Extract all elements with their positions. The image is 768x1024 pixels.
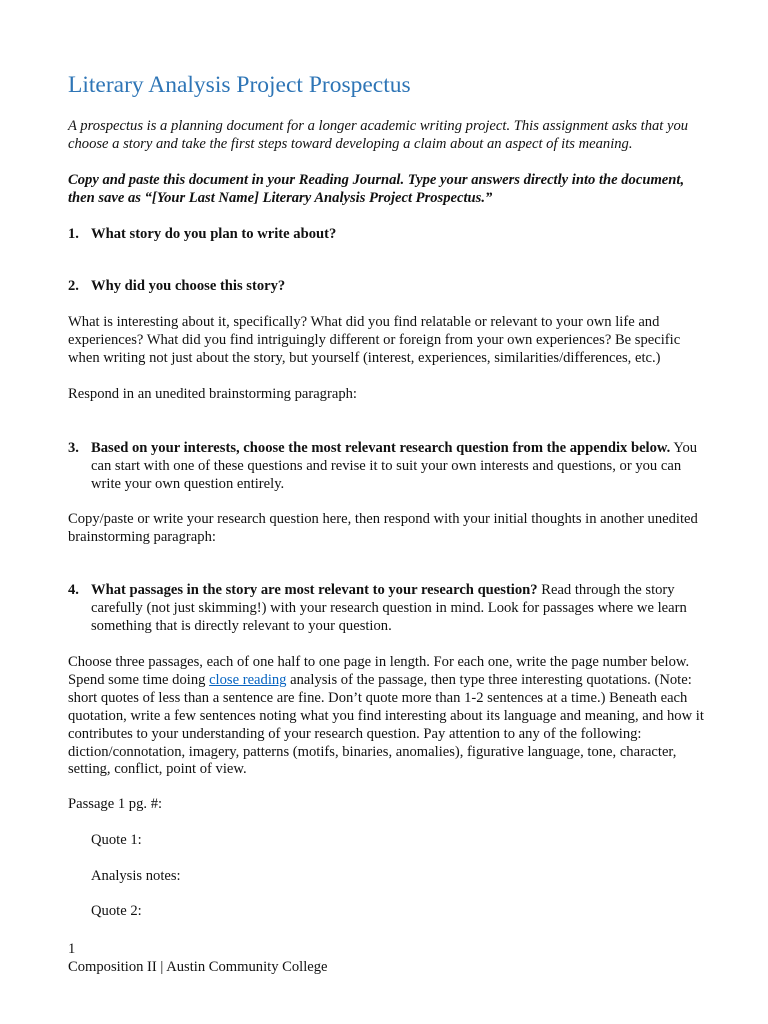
question-3-heading: Based on your interests, choose the most relevant research question from the appendix below. bbox=[91, 440, 671, 456]
question-1 bbox=[68, 226, 708, 244]
question-2-text: Why did you choose this story? bbox=[91, 278, 286, 294]
question-2-number: 2. bbox=[68, 278, 79, 294]
question-2-respond-prompt: Respond in an unedited brainstorming paragraph: bbox=[68, 386, 357, 402]
quote-1-label: Quote 1: bbox=[91, 832, 142, 848]
question-1-text: What story do you plan to write about? bbox=[91, 226, 337, 242]
analysis-notes-label: Analysis notes: bbox=[91, 868, 181, 884]
question-1-number: 1. bbox=[68, 226, 79, 242]
question-3-text: You can start with one of these questions and revise it to suit your own interests and questions, or you can write your own question entirely. bbox=[91, 440, 698, 492]
page-title: Literary Analysis Project Prospectus bbox=[68, 72, 411, 98]
passage-1-label: Passage 1 pg. #: bbox=[68, 796, 163, 812]
question-3-number: 3. bbox=[68, 440, 79, 456]
question-4-text: Read through the story carefully (not just skimming!) with your research question in mind. Look for passages where we learn something that is directly relevant to your question. bbox=[91, 582, 687, 634]
question-3-respond-prompt: Copy/paste or write your research question here, then respond with your initial thoughts in another unedited brainstorming paragraph: bbox=[68, 511, 698, 545]
question-4 bbox=[68, 582, 708, 636]
question-4-heading: What passages in the story are most relevant to your research question? bbox=[91, 582, 538, 598]
footer-text: Composition II | Austin Community College bbox=[68, 959, 328, 975]
question-4-detail bbox=[68, 654, 708, 779]
question-4-detail-before: Choose three passages, each of one half to one page in length. For each one, write the page number below. Spend some time doing bbox=[68, 654, 690, 688]
question-4-detail-after: analysis of the passage, then type three interesting quotations. (Note: short quotes of less than a sentence are fine. Don’t quote more than 1-2 sentences at a time.) Beneath each quotation, write a few sentences noting what you find interesting about its language and meaning, and how it contributes to your understanding of your research question. Pay attention to any of the following: diction/connotation, imagery, patterns (motifs, binaries, anomalies), figurative language, tone, character, setting, conflict, point of view. bbox=[68, 671, 704, 778]
footer-page-number: 1 bbox=[68, 941, 76, 957]
question-2-detail: What is interesting about it, specifically? What did you find relatable or relevant to your own life and experiences? What did you find intriguingly different or foreign from your own experiences? Be specific when writing not just about the story, but yourself (interest, experiences, similarities/differences, etc.) bbox=[68, 314, 681, 366]
question-4-body bbox=[91, 582, 708, 636]
question-2 bbox=[68, 278, 708, 296]
close-reading-link[interactable]: close reading bbox=[209, 671, 287, 688]
question-3 bbox=[68, 440, 708, 494]
intro-paragraph: A prospectus is a planning document for a longer academic writing project. This assignment asks that you choose a story and take the first steps toward developing a claim about an aspect of its meaning. bbox=[68, 118, 689, 152]
instructions-paragraph: Copy and paste this document in your Reading Journal. Type your answers directly into the document, then save as “[Your Last Name] Literary Analysis Project Prospectus.” bbox=[68, 172, 685, 206]
question-3-body bbox=[91, 440, 708, 494]
question-4-number: 4. bbox=[68, 582, 79, 598]
quote-2-label: Quote 2: bbox=[91, 903, 142, 919]
